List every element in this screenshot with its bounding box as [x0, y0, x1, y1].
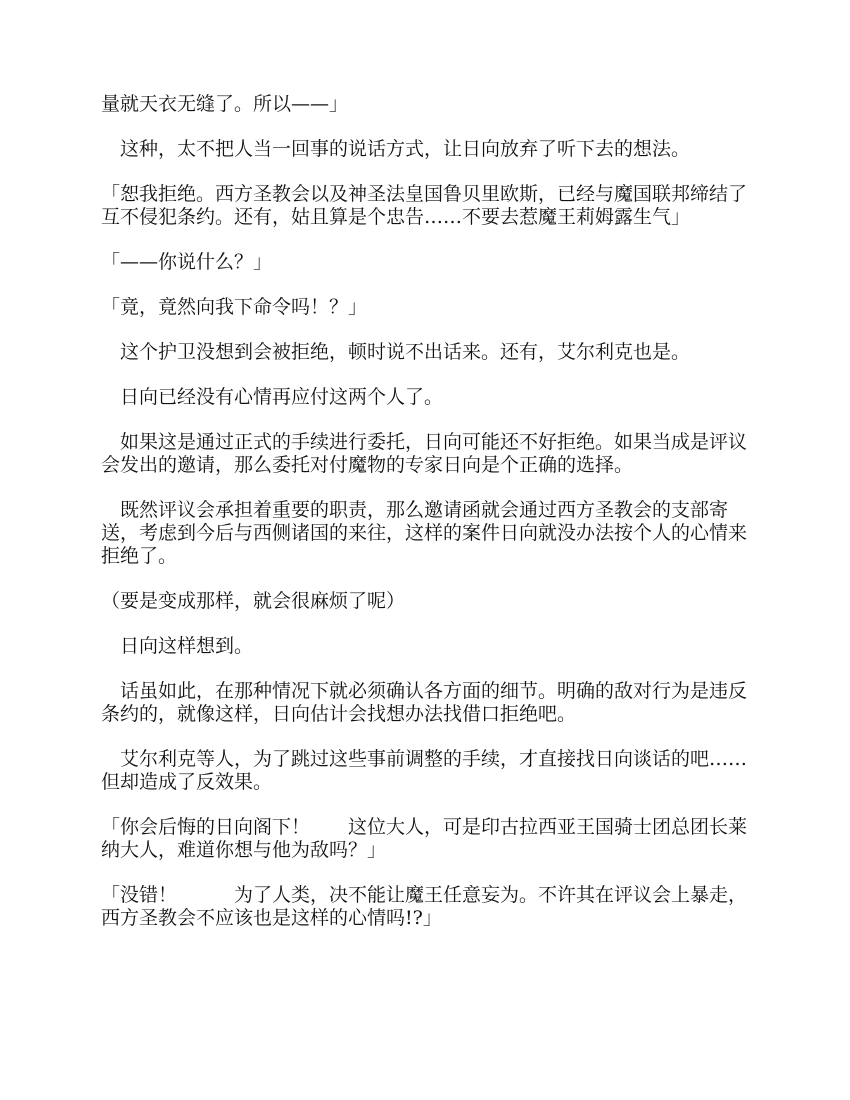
paragraph: 艾尔利克等人，为了跳过这些事前调整的手续，才直接找日向谈话的吧……但却造成了反效果。	[101, 748, 748, 793]
paragraph: 量就天衣无缝了。所以——」	[101, 93, 349, 115]
paragraph: 「你会后悔的日向阁下！ 这位大人，可是印古拉西亚王国骑士团总团长莱纳大人，难道你想与他为敌吗？」	[101, 816, 748, 861]
paragraph: 「竟，竟然向我下命令吗！？」	[101, 296, 368, 318]
paragraph: 「没错！ 为了人类，决不能让魔王任意妄为。不许其在评议会上暴走，西方圣教会不应该也是这样的心情吗!?」	[101, 884, 748, 929]
paragraph: 既然评议会承担着重要的职责，那么邀请函就会通过西方圣教会的支部寄送，考虑到今后与西侧诸国的来往，这样的案件日向就没办法按个人的心情来拒绝了。	[101, 499, 748, 567]
paragraph: 日向已经没有心情再应付这两个人了。	[101, 386, 444, 408]
paragraph: 话虽如此，在那种情况下就必须确认各方面的细节。明确的敌对行为是违反条约的，就像这样，日向估计会找想办法找借口拒绝吧。	[101, 680, 748, 725]
paragraph: 「恕我拒绝。西方圣教会以及神圣法皇国鲁贝里欧斯，已经与魔国联邦缔结了互不侵犯条约。还有，姑且算是个忠告……不要去惹魔王莉姆露生气」	[101, 183, 748, 228]
body-text	[101, 93, 751, 952]
paragraph: 这个护卫没想到会被拒绝，顿时说不出话来。还有，艾尔利克也是。	[101, 341, 691, 363]
paragraph: 「——你说什么？」	[101, 251, 273, 273]
paragraph: 这种，太不把人当一回事的说话方式，让日向放弃了听下去的想法。	[101, 138, 691, 160]
paragraph: （要是变成那样，就会很麻烦了呢）	[101, 590, 406, 612]
paragraph: 如果这是通过正式的手续进行委托，日向可能还不好拒绝。如果当成是评议会发出的邀请，那么委托对付魔物的专家日向是个正确的选择。	[101, 431, 748, 476]
paragraph: 日向这样想到。	[101, 635, 254, 657]
